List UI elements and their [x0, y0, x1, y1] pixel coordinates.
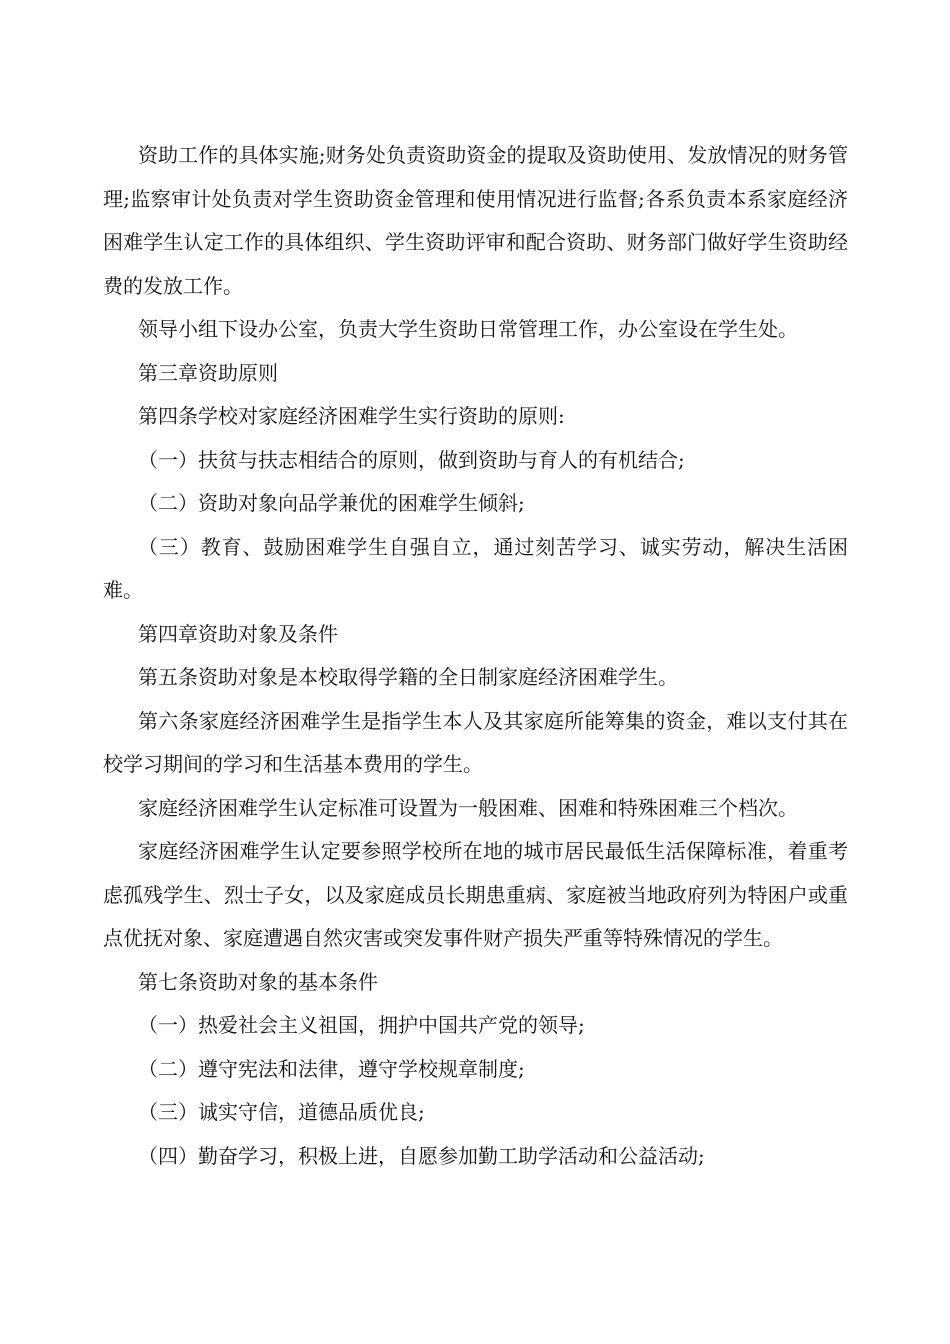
article-seven-heading: 第七条资助对象的基本条件 — [138, 969, 378, 994]
condition-item-1: （一）热爱社会主义祖国，拥护中国共产党的领导; — [138, 1013, 585, 1037]
article-five: 第五条资助对象是本校取得学籍的全日制家庭经济困难学生。 — [138, 665, 678, 689]
document-body — [103, 134, 848, 1178]
article-four-heading: 第四条学校对家庭经济困难学生实行资助的原则: — [138, 404, 565, 428]
condition-item-2: （二）遵守宪法和法律，遵守学校规章制度; — [138, 1056, 525, 1081]
paragraph-difficulty-levels: 家庭经济困难学生认定标准可设置为一般困难、困难和特殊困难三个档次。 — [138, 795, 798, 820]
article-six: 第六条家庭经济困难学生是指学生本人及其家庭所能筹集的资金，难以支付其在校学习期间的学习和生活基本费用的学生。 — [103, 708, 848, 776]
paragraph-office-setup: 领导小组下设办公室，负责大学生资助日常管理工作，办公室设在学生处。 — [138, 317, 798, 341]
principle-item-2: （二）资助对象向品学兼优的困难学生倾斜; — [138, 491, 525, 515]
chapter-three-heading: 第三章资助原则 — [138, 360, 278, 385]
paragraph-identification-criteria: 家庭经济困难学生认定要参照学校所在地的城市居民最低生活保障标准，着重考虑孤残学生、烈士子女，以及家庭成员长期患重病、家庭被当地政府列为特困户或重点优抚对象、家庭遭遇自然灾害或突发事件财产损失严重等特殊情况的学生。 — [103, 839, 848, 950]
principle-item-1: （一）扶贫与扶志相结合的原则，做到资助与育人的有机结合; — [138, 447, 685, 472]
condition-item-4: （四）勤奋学习，积极上进，自愿参加勤工助学活动和公益活动; — [138, 1143, 705, 1168]
paragraph-funding-implementation: 资助工作的具体实施;财务处负责资助资金的提取及资助使用、发放情况的财务管理;监察审计处负责对学生资助资金管理和使用情况进行监督;各系负责本系家庭经济困难学生认定工作的具体组织、学生资助评审和配合资助、财务部门做好学生资助经费的发放工作。 — [103, 143, 848, 298]
chapter-four-heading: 第四章资助对象及条件 — [138, 621, 338, 646]
principle-item-3: （三）教育、鼓励困难学生自强自立，通过刻苦学习、诚实劳动，解决生活困难。 — [103, 534, 848, 602]
condition-item-3: （三）诚实守信，道德品质优良; — [138, 1100, 425, 1124]
